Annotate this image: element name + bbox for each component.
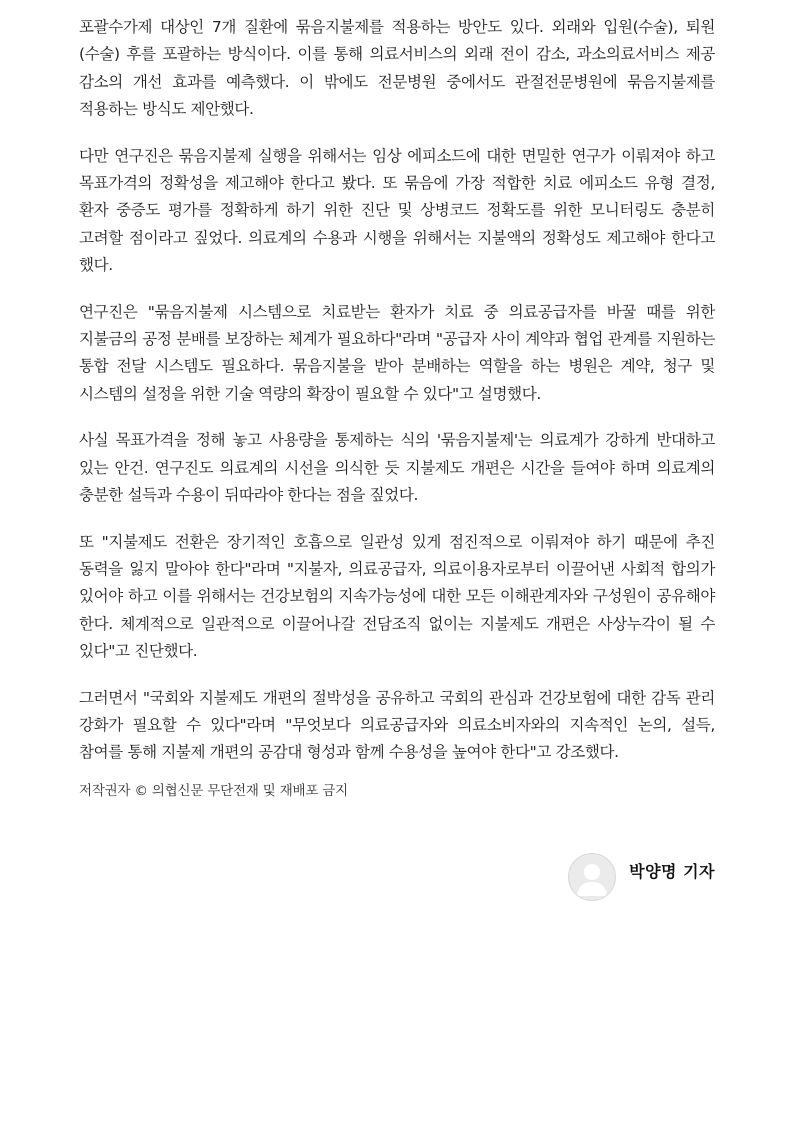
article-paragraph: 또 "지불제도 전환은 장기적인 호흡으로 일관성 있게 점진적으로 이뤄져야 하기 때문에 추진 동력을 잃지 말아야 한다"라며 "지불자, 의료공급자, 의료이용자로부터 이끌어낸 사회적 합의가 있어야 하고 이를 위해서는 건강보험의 지속가능성에 대한 모든 이해관계자와 구성원이 공유해야 한다. 체계적으로 일관적으로 이끌어나갈 전담조직 없이는 지불제도 개편은 사상누각이 될 수 있다"고 진단했다. bbox=[79, 532, 715, 661]
article-paragraph: 그러면서 "국회와 지불제도 개편의 절박성을 공유하고 국회의 관심과 건강보험에 대한 감독 관리 강화가 필요할 수 있다"라며 "무엇보다 의료공급자와 의료소비자와의 지속적인 논의, 설득, 참여를 통해 지불제 개편의 공감대 형성과 함께 수용성을 높여야 한다"고 강조했다. bbox=[79, 688, 715, 762]
article-paragraph: 다만 연구진은 묶음지불제 실행을 위해서는 임상 에피소드에 대한 면밀한 연구가 이뤄져야 하고 목표가격의 정확성을 제고해야 한다고 봤다. 또 묶음에 가장 적합한 치료 에피소드 유형 결정, 환자 중증도 평가를 정확하게 하기 위한 진단 및 상병코드 정확도를 위한 모니터링도 충분히 고려할 점이라고 짚었다. 의료계의 수용과 시행을 위해서는 지불액의 정확성도 제고해야 한다고 했다. bbox=[79, 146, 715, 275]
copyright-notice: 저작권자 © 의협신문 무단전재 및 재배포 금지 bbox=[79, 782, 348, 799]
reporter-name[interactable]: 박양명 기자 bbox=[629, 862, 715, 881]
user-avatar-icon[interactable] bbox=[568, 853, 616, 901]
article-paragraph: 사실 목표가격을 정해 놓고 사용량을 통제하는 식의 '묶음지불제'는 의료계가 강하게 반대하고 있는 안건. 연구진도 의료계의 시선을 의식한 듯 지불제도 개편은 시간을 들여야 하며 의료계의 충분한 설득과 수용이 뒤따라야 한다는 점을 짚었다. bbox=[79, 431, 715, 505]
article-paragraph: 포괄수가제 대상인 7개 질환에 묶음지불제를 적용하는 방안도 있다. 외래와 입원(수술), 퇴원(수술) 후를 포괄하는 방식이다. 이를 통해 의료서비스의 외래 전이 감소, 과소의료서비스 제공 감소의 개선 효과를 예측했다. 이 밖에도 전문병원 중에서도 관절전문병원에 묶음지불제를 적용하는 방식도 제안했다. bbox=[79, 18, 715, 119]
article-paragraph: 연구진은 "묶음지불제 시스템으로 치료받는 환자가 치료 중 의료공급자를 바꿀 때를 위한 지불금의 공정 분배를 보장하는 체계가 필요하다"라며 "공급자 사이 계약과 협업 관계를 지원하는 통합 전달 시스템도 필요하다. 묶음지불을 받아 분배하는 역할을 하는 병원은 계약, 청구 및 시스템의 설정을 위한 기술 역량의 확장이 필요할 수 있다"고 설명했다. bbox=[79, 302, 715, 403]
reporter-byline[interactable] bbox=[568, 853, 715, 901]
article-body bbox=[79, 14, 715, 800]
